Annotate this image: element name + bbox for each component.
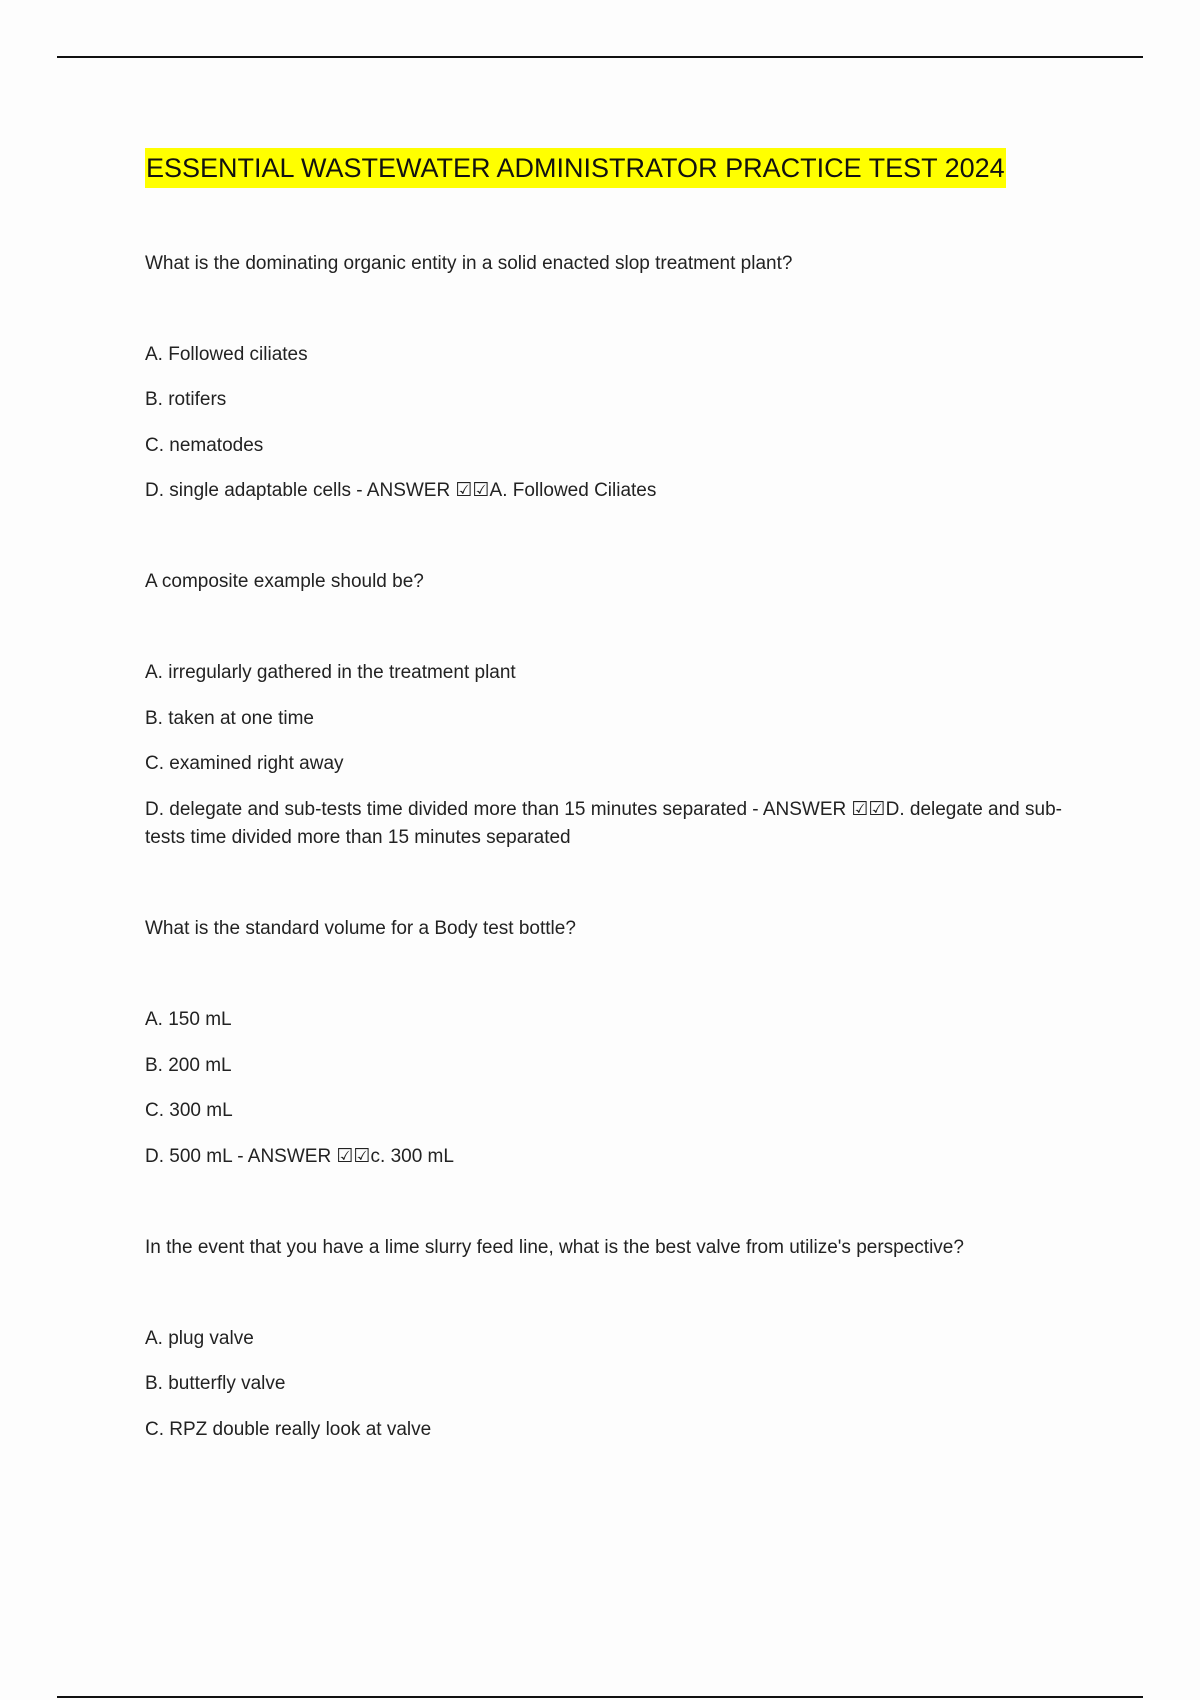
document-body [145, 148, 1075, 1440]
question-text: In the event that you have a lime slurry feed line, what is the best valve from utilize's perspective? [145, 1237, 964, 1258]
top-rule [57, 56, 1143, 58]
bottom-rule [57, 1696, 1143, 1698]
option-c: C. RPZ double really look at valve [145, 1419, 432, 1440]
question-text: What is the dominating organic entity in a solid enacted slop treatment plant? [145, 253, 793, 274]
question-block-1 [145, 250, 1075, 501]
option-c: C. examined right away [145, 753, 344, 774]
question-text: A composite example should be? [145, 571, 424, 592]
question-block-3 [145, 915, 1075, 1167]
option-a: A. Followed ciliates [145, 344, 308, 365]
option-a: A. plug valve [145, 1328, 254, 1349]
option-d-answer: D. 500 mL - ANSWER ☑☑c. 300 mL [145, 1146, 454, 1167]
option-b: B. taken at one time [145, 708, 314, 729]
option-b: B. rotifers [145, 389, 227, 410]
option-c: C. 300 mL [145, 1100, 233, 1121]
question-block-2 [145, 568, 1075, 848]
option-d-answer: D. delegate and sub-tests time divided more than 15 minutes separated - ANSWER ☑☑D. delegate and sub-tests time divided more than 15 minutes separated [145, 799, 1062, 848]
option-b: B. butterfly valve [145, 1373, 286, 1394]
option-d-answer: D. single adaptable cells - ANSWER ☑☑A. Followed Ciliates [145, 480, 657, 501]
document-title: ESSENTIAL WASTEWATER ADMINISTRATOR PRACTICE TEST 2024 [145, 148, 1006, 188]
option-a: A. 150 mL [145, 1009, 232, 1030]
option-b: B. 200 mL [145, 1055, 232, 1076]
option-c: C. nematodes [145, 435, 264, 456]
question-text: What is the standard volume for a Body test bottle? [145, 918, 576, 939]
question-block-4 [145, 1234, 1075, 1440]
option-a: A. irregularly gathered in the treatment plant [145, 662, 516, 683]
